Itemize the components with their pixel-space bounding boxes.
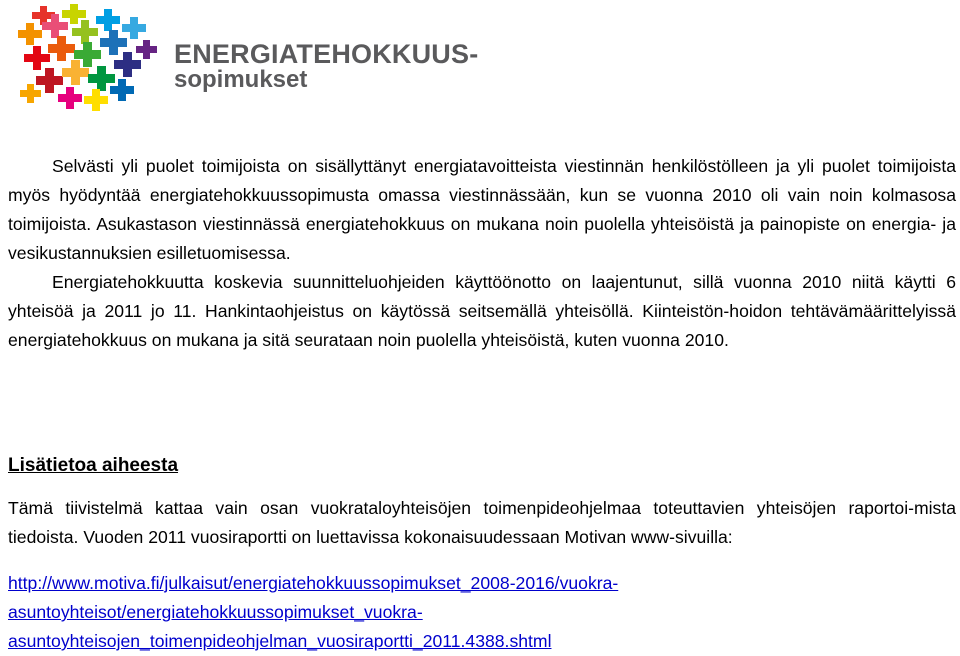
link-line-3: asuntoyhteisojen_toimenpideohjelman_vuosiraportti_2011.4388.shtml	[8, 631, 552, 651]
sentence: Asukastason viestinnässä energiatehokkuus on mukana noin puolella yhteisöistä ja painopiste on energia- ja vesikustannuksien esilletuomisessa.	[8, 214, 956, 263]
sentence: Kiinteistön-hoidon tehtävämäärittelyissä energiatehokkuus on mukana ja sitä seurataan noin puolella yhteisöistä, kuten vuonna 2010.	[8, 301, 956, 350]
logo-line-2: sopimukset	[174, 66, 308, 93]
paragraph-guidelines	[8, 268, 956, 355]
sentence: Selvästi yli puolet toimijoista on sisällyttänyt energiatavoitteista viestinnän henkilöstölleen ja yli puolet toimijoista myös hyödyntää energiatehokkuussopimusta omassa viestinnässään, kun se vuonna 2010 oli vain noin kolmasosa toimijoista.	[8, 156, 956, 234]
link-line-1: http://www.motiva.fi/julkaisut/energiatehokkuussopimukset_2008-2016/vuokra-	[8, 573, 619, 593]
sentence: Hankintaohjeistus on käytössä seitsemällä yhteisöllä.	[205, 301, 634, 321]
link-line-2: asuntoyhteisot/energiatehokkuussopimukset_vuokra-	[8, 602, 423, 622]
plus-cluster-logo-icon	[14, 4, 164, 112]
paragraph-communication	[8, 152, 956, 268]
logo-line-1: ENERGIATEHOKKUUS-	[174, 39, 479, 69]
sentence: Tämä tiivistelmä kattaa vain osan vuokrataloyhteisöjen toimenpideohjelmaa toteuttavien yhteisöjen raportoi-mista tiedoista.	[8, 498, 956, 547]
summary-text	[8, 152, 956, 355]
logo-wordmark	[174, 40, 478, 92]
sentence: Energiatehokkuutta koskevia suunnitteluohjeiden käyttöönotto on laajentunut, sillä vuonna 2010 niitä käytti 6 yhteisöä ja 2011 jo 11.	[8, 272, 956, 321]
section-paragraph	[8, 494, 956, 552]
sentence: Vuoden 2011 vuosiraportti on luettavissa kokonaisuudessaan Motivan www-sivuilla:	[83, 527, 733, 547]
motiva-report-link[interactable]	[8, 569, 956, 656]
section-heading: Lisätietoa aiheesta	[8, 455, 179, 476]
section-body	[8, 494, 956, 552]
energiatehokkuussopimukset-logo	[14, 4, 479, 112]
